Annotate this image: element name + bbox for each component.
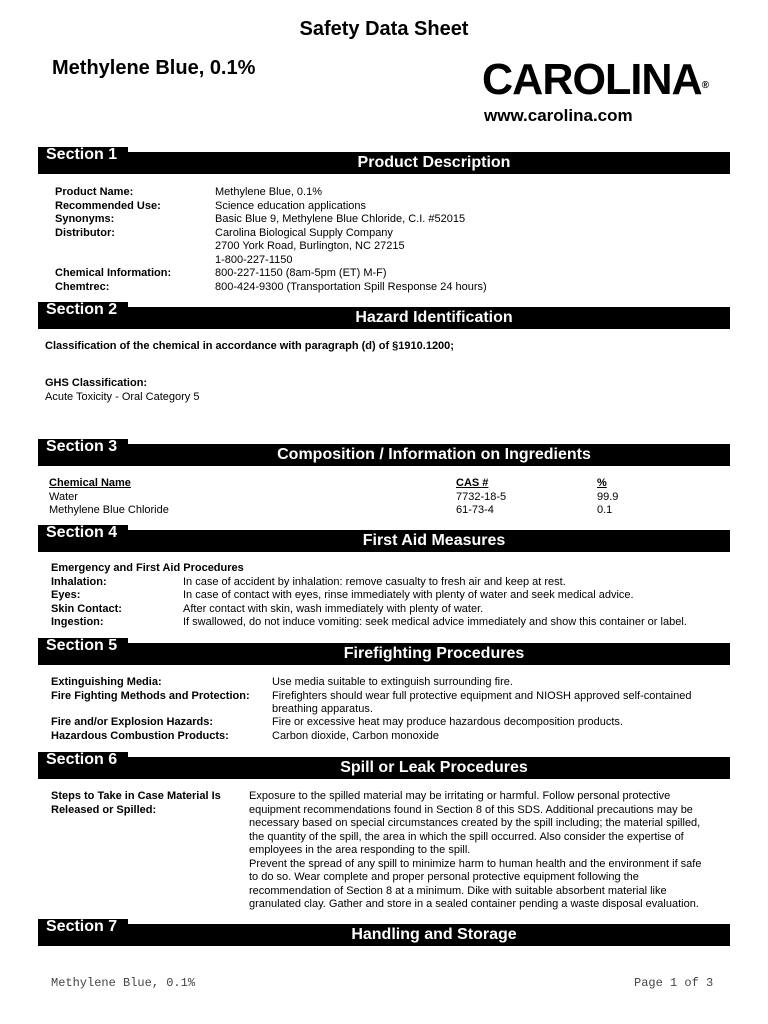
column-header-chemical-name: Chemical Name bbox=[49, 477, 131, 489]
distributor-label: Distributor: bbox=[55, 226, 115, 239]
skin-contact-label: Skin Contact: bbox=[51, 602, 122, 615]
extinguishing-media-value: Use media suitable to extinguish surrounding fire. bbox=[272, 676, 513, 688]
section-number: Section 1 bbox=[46, 146, 118, 163]
section-7-header bbox=[38, 918, 730, 946]
section-2-header bbox=[38, 301, 730, 329]
combustion-products-label: Hazardous Combustion Products: bbox=[51, 729, 229, 742]
section-title: Composition / Information on Ingredients bbox=[277, 446, 591, 463]
column-header-cas: CAS # bbox=[456, 477, 489, 489]
chemtrec-label: Chemtrec: bbox=[55, 280, 110, 293]
classification-statement: Classification of the chemical in accordance with paragraph (d) of §1910.1200; bbox=[45, 340, 454, 352]
product-title: Methylene Blue, 0.1% bbox=[52, 57, 256, 79]
section-title: First Aid Measures bbox=[362, 532, 506, 549]
section-number: Section 2 bbox=[46, 301, 118, 318]
chemical-information-value: 800-227-1150 (8am-5pm (ET) M-F) bbox=[215, 267, 387, 279]
spill-text-line: recommendation of Section 8 at a minimum. Dike with suitable absorbent material like bbox=[249, 884, 667, 897]
section-number: Section 3 bbox=[46, 438, 118, 455]
chemical-information-label: Chemical Information: bbox=[55, 267, 172, 279]
column-header-percent: % bbox=[597, 477, 607, 489]
logo-text: CAROLINA bbox=[482, 55, 702, 104]
distributor-value: Carolina Biological Supply Company bbox=[215, 226, 393, 239]
synonyms-value: Basic Blue 9, Methylene Blue Chloride, C.I. #52015 bbox=[215, 213, 466, 225]
footer-page-number: Page 1 of 3 bbox=[634, 976, 714, 990]
spill-text-line: to do so. Wear complete and proper personal protective equipment following the bbox=[249, 871, 639, 883]
explosion-hazards-value: Fire or excessive heat may produce hazardous decomposition products. bbox=[272, 716, 623, 728]
carolina-logo bbox=[482, 54, 708, 106]
recommended-use-label: Recommended Use: bbox=[55, 199, 161, 212]
section-3-header bbox=[38, 438, 730, 466]
spill-text-line: necessary based on special circumstances created by the spill including; the material spilled, bbox=[249, 817, 701, 829]
product-name-value: Methylene Blue, 0.1% bbox=[215, 186, 323, 198]
section-6-header bbox=[38, 751, 730, 779]
table-cell: 0.1 bbox=[597, 504, 613, 516]
spill-text-line: Exposure to the spilled material may be irritating or harmful. Follow personal protective bbox=[249, 790, 671, 802]
spill-text-line: granulated clay. Gather and store in a sealed container pending a waste disposal evaluation. bbox=[249, 898, 699, 910]
inhalation-value: In case of accident by inhalation: remove casualty to fresh air and keep at rest. bbox=[183, 575, 566, 588]
combustion-products-value: Carbon dioxide, Carbon monoxide bbox=[272, 729, 439, 742]
section-title: Firefighting Procedures bbox=[343, 645, 525, 662]
section-title: Handling and Storage bbox=[351, 926, 517, 943]
distributor-phone: 1-800-227-1150 bbox=[215, 253, 293, 266]
section-number: Section 4 bbox=[46, 524, 118, 541]
ingestion-value: If swallowed, do not induce vomiting: seek medical advice immediately and show this container or label. bbox=[183, 616, 687, 628]
explosion-hazards-label: Fire and/or Explosion Hazards: bbox=[51, 716, 213, 728]
fire-fighting-methods-value: Firefighters should wear full protective equipment and NIOSH approved self-contained bbox=[272, 689, 692, 702]
table-cell: Methylene Blue Chloride bbox=[49, 504, 169, 516]
section-1-header bbox=[38, 146, 730, 174]
distributor-address: 2700 York Road, Burlington, NC 27215 bbox=[215, 240, 405, 252]
spill-steps-label: Steps to Take in Case Material Is bbox=[51, 790, 221, 802]
table-cell: 99.9 bbox=[597, 490, 619, 503]
website-url: www.carolina.com bbox=[484, 106, 633, 125]
section-5-header bbox=[38, 637, 730, 665]
section-title: Spill or Leak Procedures bbox=[340, 759, 528, 776]
table-cell: 7732-18-5 bbox=[456, 490, 507, 503]
chemtrec-value: 800-424-9300 (Transportation Spill Response 24 hours) bbox=[215, 280, 487, 293]
section-number: Section 5 bbox=[46, 637, 118, 654]
inhalation-label: Inhalation: bbox=[51, 575, 107, 588]
ingestion-label: Ingestion: bbox=[51, 616, 104, 628]
section-number: Section 7 bbox=[46, 918, 118, 935]
spill-text-line: employees in the area responding to the spill. bbox=[249, 844, 471, 856]
ghs-classification-value: Acute Toxicity - Oral Category 5 bbox=[45, 390, 200, 403]
registered-mark: ® bbox=[701, 80, 708, 91]
synonyms-label: Synonyms: bbox=[55, 213, 115, 225]
product-name-label: Product Name: bbox=[55, 186, 134, 198]
section-title: Hazard Identification bbox=[355, 309, 513, 326]
table-cell: Water bbox=[49, 490, 78, 503]
first-aid-heading: Emergency and First Aid Procedures bbox=[51, 562, 244, 574]
recommended-use-value: Science education applications bbox=[215, 199, 367, 212]
skin-contact-value: After contact with skin, wash immediately with plenty of water. bbox=[183, 602, 484, 615]
fire-fighting-methods-value-cont: breathing apparatus. bbox=[272, 702, 373, 715]
spill-text-line: Prevent the spread of any spill to minimize harm to human health and the environment if safe bbox=[249, 857, 702, 870]
fire-fighting-methods-label: Fire Fighting Methods and Protection: bbox=[51, 689, 250, 702]
document-title: Safety Data Sheet bbox=[299, 18, 469, 40]
ghs-classification-label: GHS Classification: bbox=[45, 377, 148, 389]
footer-product-name: Methylene Blue, 0.1% bbox=[51, 976, 196, 990]
spill-steps-label-cont: Released or Spilled: bbox=[51, 803, 157, 816]
eyes-label: Eyes: bbox=[51, 589, 81, 601]
eyes-value: In case of contact with eyes, rinse immediately with plenty of water and seek medical advice. bbox=[183, 589, 634, 601]
section-4-header bbox=[38, 524, 730, 552]
extinguishing-media-label: Extinguishing Media: bbox=[51, 676, 162, 688]
spill-text-line: equipment recommendations found in Section 8 of this SDS. Additional precautions may be bbox=[249, 803, 693, 816]
table-cell: 61-73-4 bbox=[456, 504, 494, 516]
spill-text-line: the quantity of the spill, the area in which the spill occurred. Also consider the expertise of bbox=[249, 830, 684, 843]
section-number: Section 6 bbox=[46, 751, 118, 768]
section-title: Product Description bbox=[357, 154, 511, 171]
